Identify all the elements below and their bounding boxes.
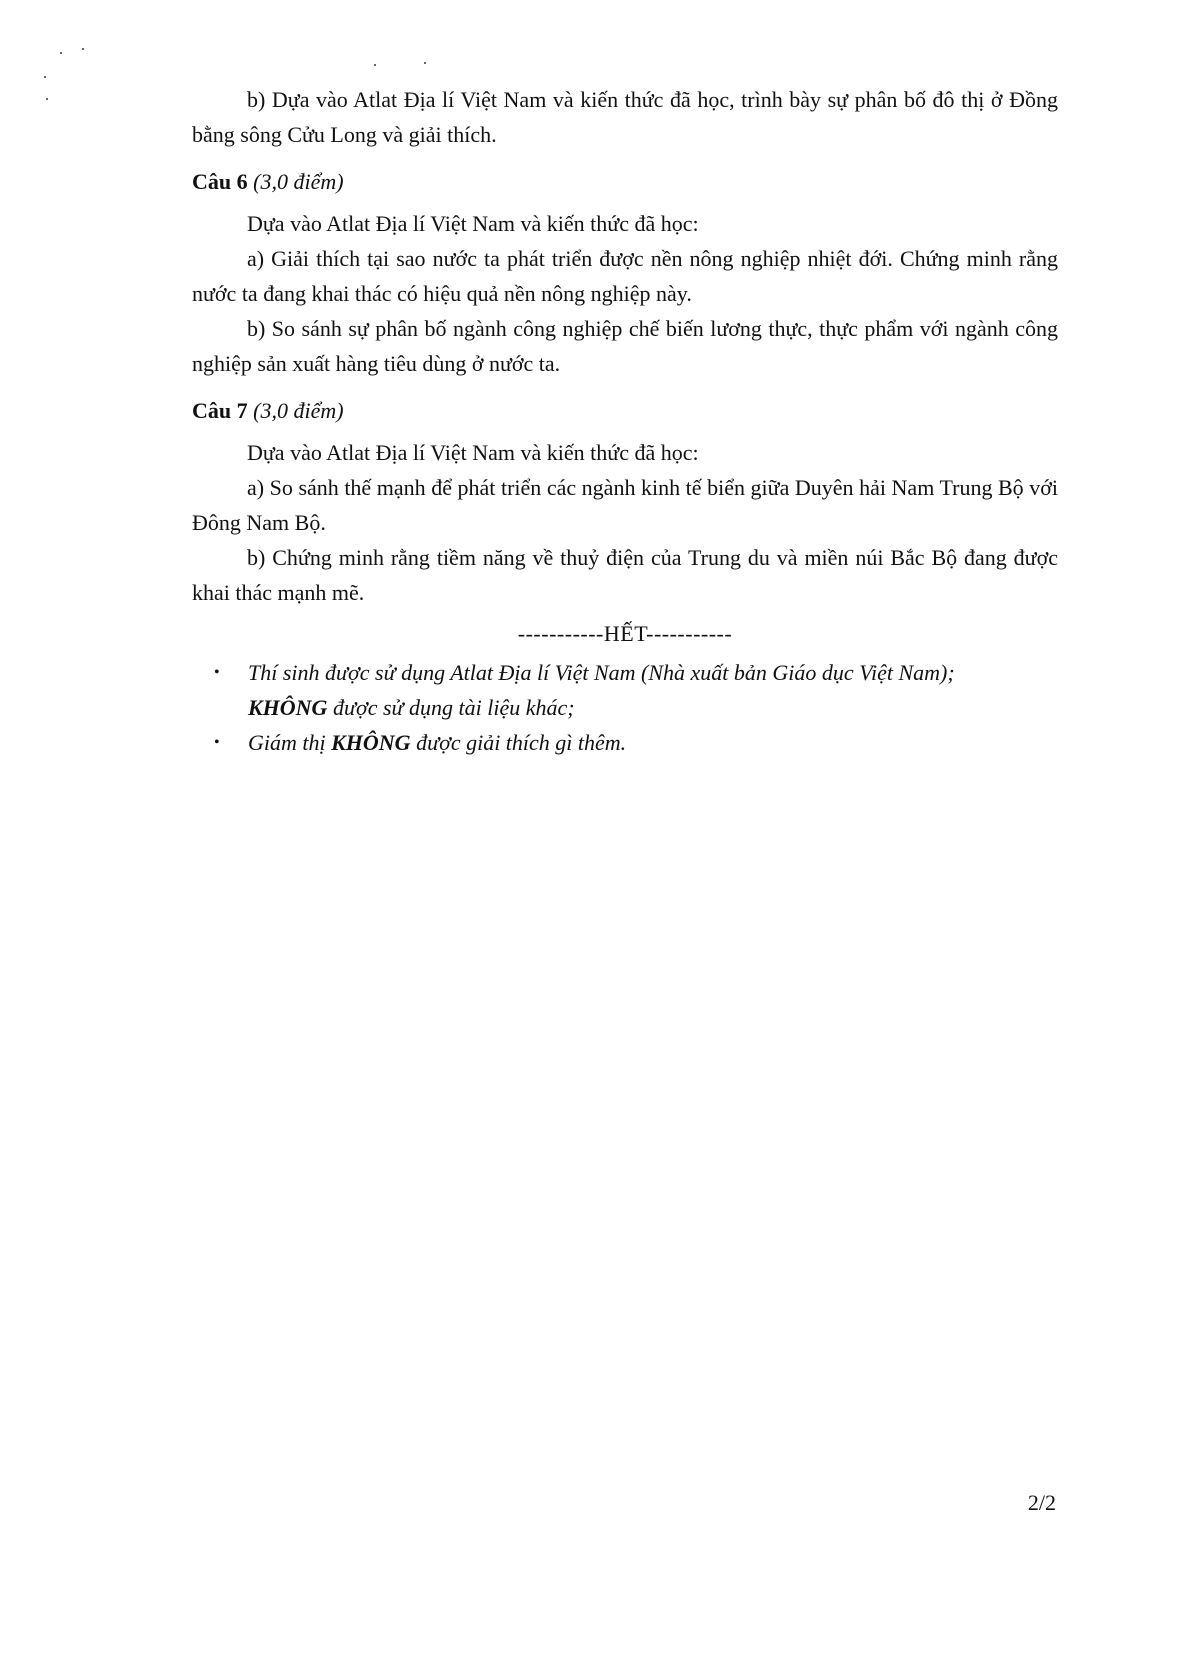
bullet-icon: • bbox=[214, 664, 220, 681]
note-text: được sử dụng tài liệu khác; bbox=[327, 695, 575, 720]
question-7b: b) Chứng minh rằng tiềm năng về thuỷ điện của Trung du và miền núi Bắc Bộ đang được khai thác mạnh mẽ. bbox=[192, 545, 1058, 605]
note-emphasis: KHÔNG bbox=[248, 695, 328, 720]
end-mark: -----------HẾT----------- bbox=[517, 621, 733, 646]
question-7-points: (3,0 điểm) bbox=[253, 398, 344, 423]
scan-speck bbox=[82, 48, 84, 50]
note-emphasis: KHÔNG bbox=[331, 730, 411, 755]
exam-notes bbox=[192, 655, 1058, 760]
question-6-points: (3,0 điểm) bbox=[253, 169, 344, 194]
question-7-lead: Dựa vào Atlat Địa lí Việt Nam và kiến thức đã học: bbox=[247, 440, 699, 465]
question-5b: b) Dựa vào Atlat Địa lí Việt Nam và kiến thức đã học, trình bày sự phân bố đô thị ở Đồng bằng sông Cửu Long và giải thích. bbox=[192, 87, 1058, 147]
question-6-heading bbox=[192, 164, 1058, 199]
page-number: 2/2 bbox=[1027, 1490, 1056, 1515]
question-7-label: Câu 7 bbox=[192, 398, 248, 423]
question-7-heading bbox=[192, 393, 1058, 428]
scan-speck bbox=[424, 62, 426, 64]
note-text: Thí sinh được sử dụng Atlat Địa lí Việt Nam (Nhà xuất bản Giáo dục Việt Nam); bbox=[248, 660, 955, 685]
note-text: được giải thích gì thêm. bbox=[410, 730, 627, 755]
scan-speck bbox=[374, 64, 376, 66]
question-6-lead: Dựa vào Atlat Địa lí Việt Nam và kiến thức đã học: bbox=[247, 211, 699, 236]
scan-speck bbox=[46, 98, 48, 100]
bullet-icon: • bbox=[214, 734, 220, 751]
note-item bbox=[192, 725, 1058, 760]
scan-speck bbox=[44, 76, 46, 78]
note-item bbox=[192, 655, 1058, 725]
question-6-label: Câu 6 bbox=[192, 169, 248, 194]
note-text: Giám thị bbox=[248, 730, 332, 755]
question-7a: a) So sánh thế mạnh để phát triển các ngành kinh tế biển giữa Duyên hải Nam Trung Bộ với Đông Nam Bộ. bbox=[192, 475, 1058, 535]
exam-body bbox=[192, 82, 1058, 760]
question-6b: b) So sánh sự phân bố ngành công nghiệp chế biến lương thực, thực phẩm với ngành công nghiệp sản xuất hàng tiêu dùng ở nước ta. bbox=[192, 316, 1058, 376]
scan-speck bbox=[60, 52, 62, 54]
question-6a: a) Giải thích tại sao nước ta phát triển được nền nông nghiệp nhiệt đới. Chứng minh rằng nước ta đang khai thác có hiệu quả nền nông nghiệp này. bbox=[192, 246, 1058, 306]
